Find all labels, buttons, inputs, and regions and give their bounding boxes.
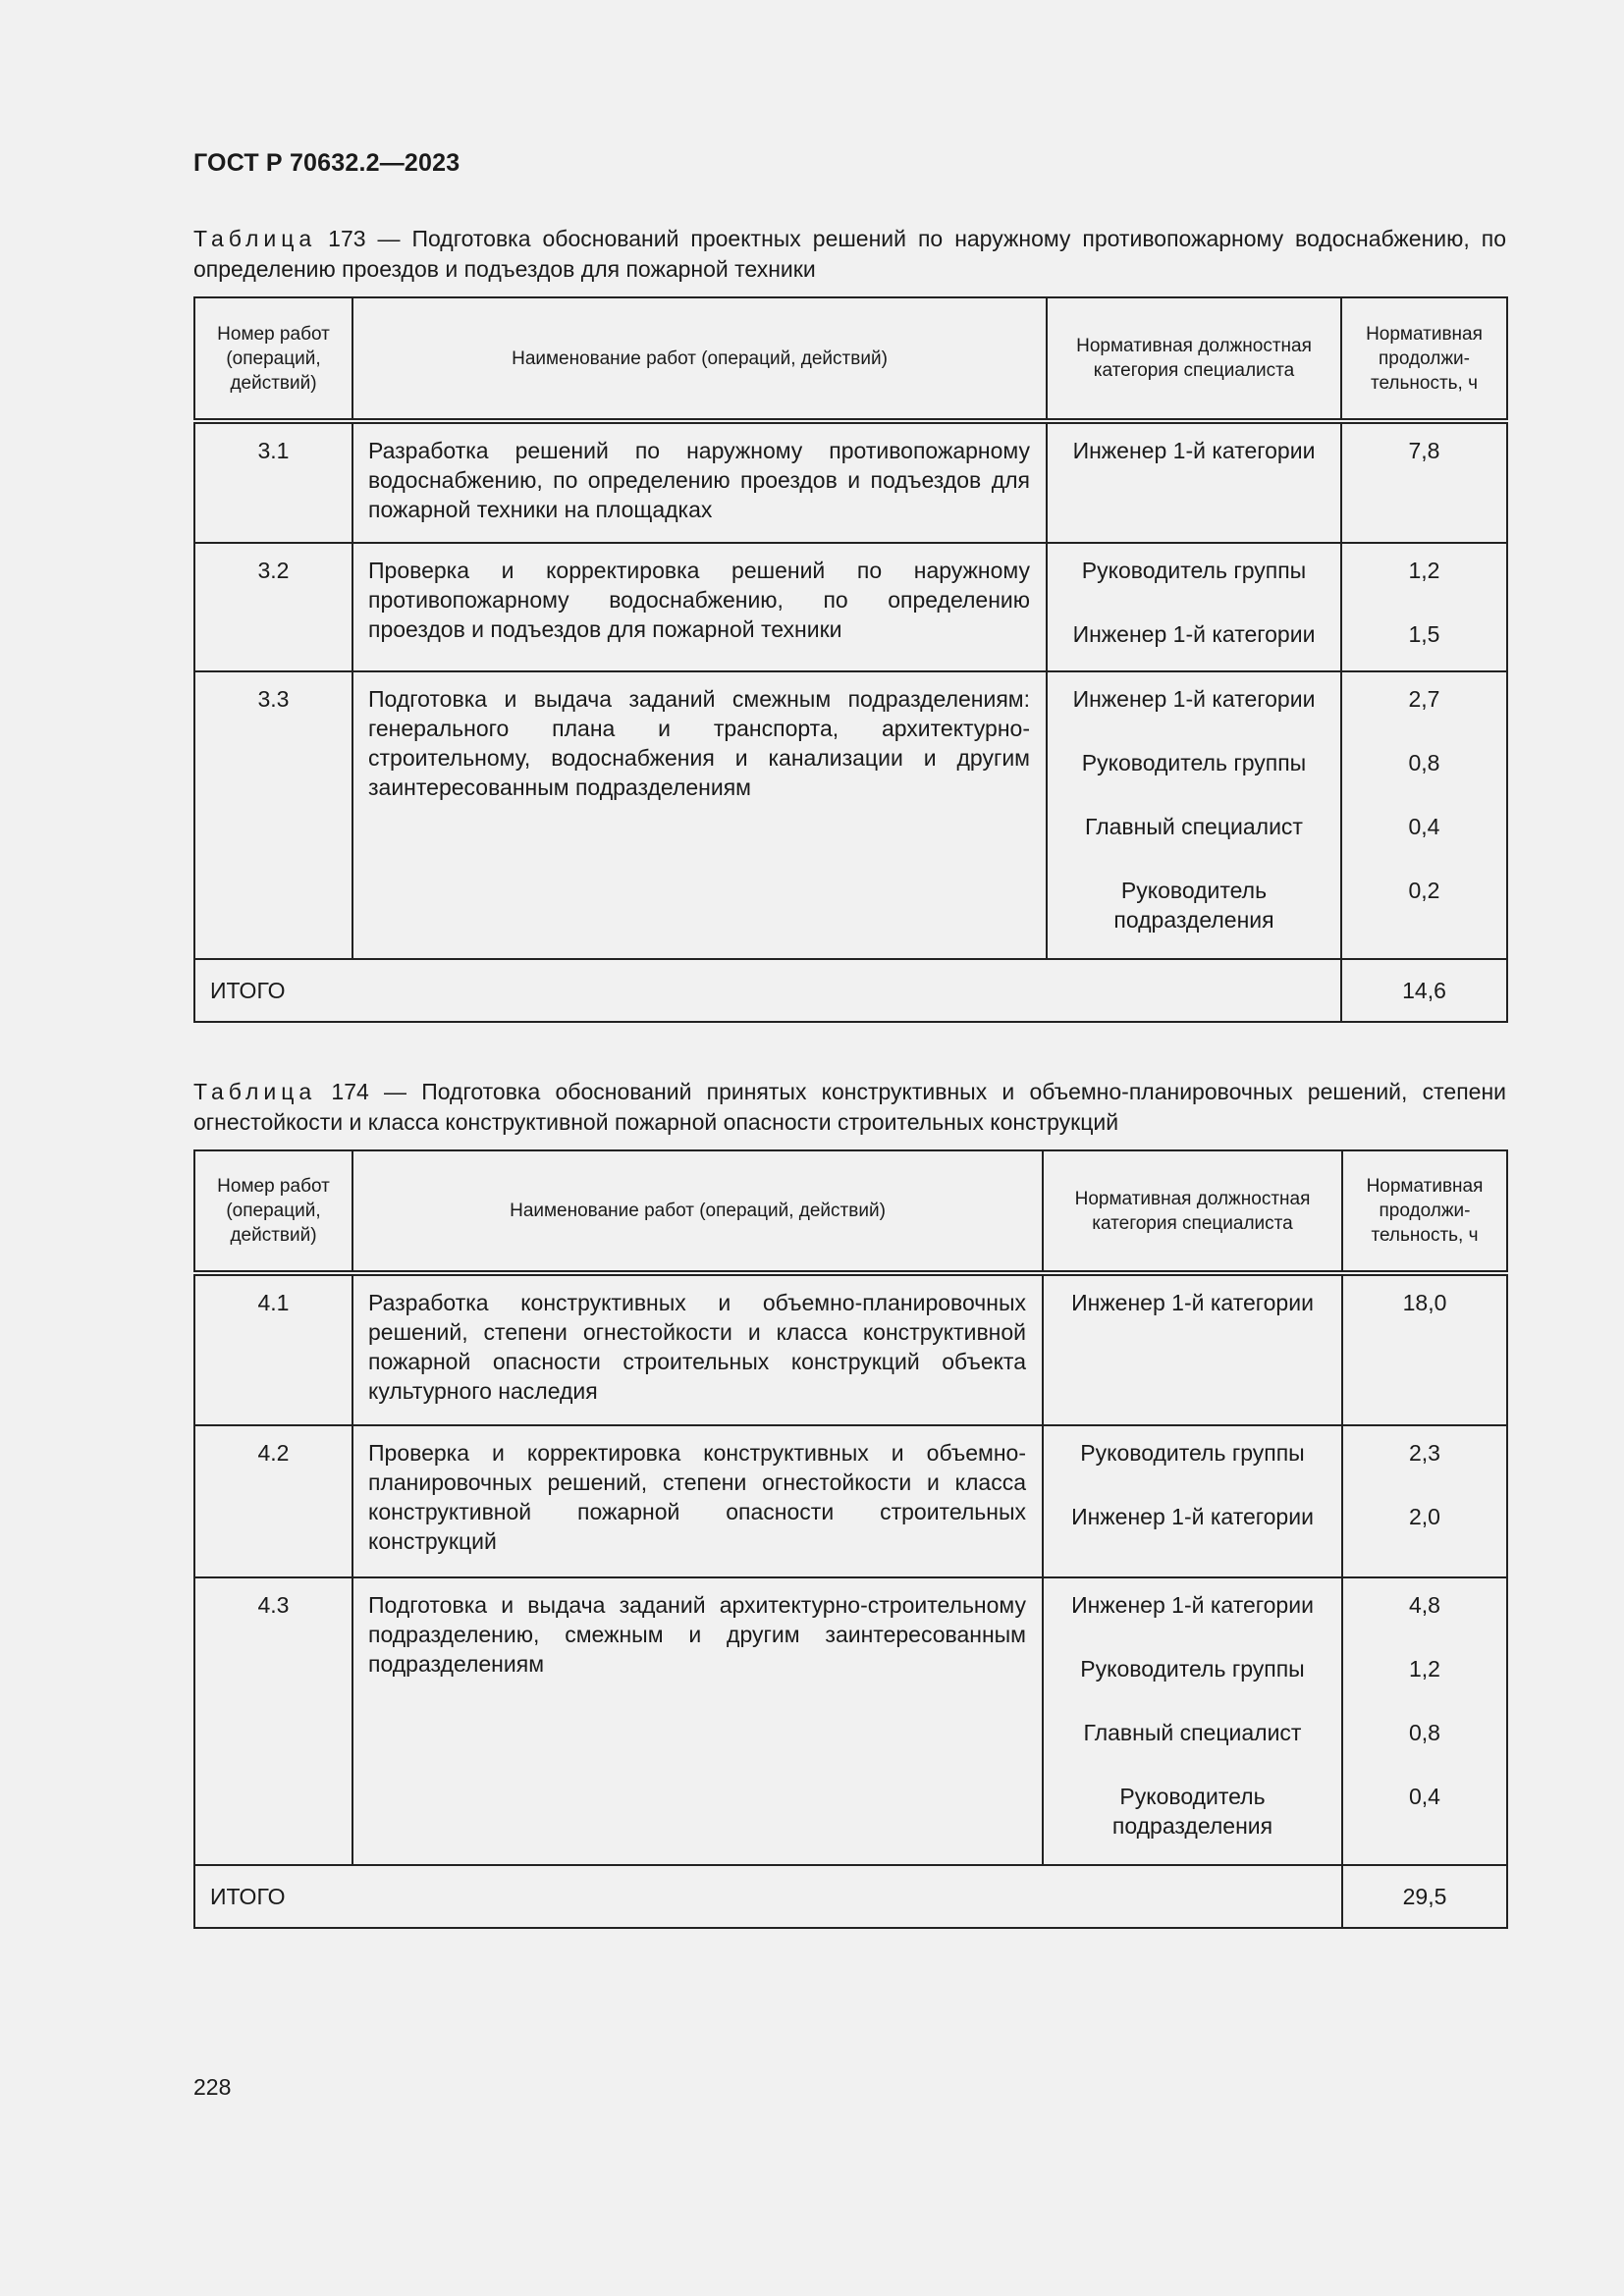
duration: 1,2 xyxy=(1409,1656,1440,1682)
table-173-caption xyxy=(193,224,1506,285)
row-specialists xyxy=(1043,1577,1342,1865)
row-description: Подготовка и выдача заданий архитектурно-строительному подразделению, смежным и другим заинтересованным подразделениям xyxy=(352,1577,1043,1865)
row-number: 3.1 xyxy=(194,421,352,543)
table-row xyxy=(194,543,1507,671)
duration: 2,3 xyxy=(1409,1440,1440,1466)
row-number: 3.2 xyxy=(194,543,352,671)
table-174 xyxy=(193,1149,1508,1929)
duration: 18,0 xyxy=(1402,1290,1447,1315)
row-durations xyxy=(1341,421,1507,543)
specialist: Инженер 1-й категории xyxy=(1071,1504,1314,1529)
duration: 1,2 xyxy=(1408,558,1440,583)
duration: 0,4 xyxy=(1408,814,1440,839)
total-label: ИТОГО xyxy=(194,959,1341,1022)
col-header-num: Номер работ (операций, действий) xyxy=(194,1150,352,1273)
row-durations xyxy=(1341,671,1507,959)
table-174-caption-label: Таблица xyxy=(193,1079,317,1104)
duration: 7,8 xyxy=(1408,438,1440,463)
table-173-caption-text: 173 — Подготовка обоснований проектных решений по наружному противопожарному водоснабжению, по определению проездов и подъездов для пожарной техники xyxy=(193,226,1507,282)
col-header-category: Нормативная должностная категория специалиста xyxy=(1043,1150,1342,1273)
total-row xyxy=(194,959,1507,1022)
total-row xyxy=(194,1865,1507,1928)
total-label: ИТОГО xyxy=(194,1865,1342,1928)
duration: 2,0 xyxy=(1409,1504,1440,1529)
row-specialists xyxy=(1047,421,1341,543)
specialist: Инженер 1-й категории xyxy=(1071,1592,1314,1618)
row-specialists xyxy=(1047,543,1341,671)
row-durations xyxy=(1342,1577,1507,1865)
row-specialists xyxy=(1043,1425,1342,1577)
row-description: Разработка конструктивных и объемно-планировочных решений, степени огнестойкости и класса конструктивной пожарной опасности строительных конструкций объекта культурного наследия xyxy=(352,1273,1043,1425)
duration: 0,2 xyxy=(1408,878,1440,903)
row-description: Разработка решений по наружному противопожарному водоснабжению, по определению проездов и подъездов для пожарной техники на площадках xyxy=(352,421,1047,543)
col-header-num: Номер работ (операций, действий) xyxy=(194,297,352,421)
total-value: 14,6 xyxy=(1341,959,1507,1022)
document-code: ГОСТ Р 70632.2—2023 xyxy=(193,149,460,177)
specialist: Руководитель группы xyxy=(1080,1440,1305,1466)
table-174-caption xyxy=(193,1077,1506,1138)
row-description: Подготовка и выдача заданий смежным подразделениям: генерального плана и транспорта, архитектурно-строительному, водоснабжения и канализации и другим заинтересованным подразделениям xyxy=(352,671,1047,959)
specialist: Руководитель группы xyxy=(1081,750,1307,775)
specialist: Руководитель группы xyxy=(1081,558,1307,583)
col-header-name: Наименование работ (операций, действий) xyxy=(352,1150,1043,1273)
row-durations xyxy=(1342,1425,1507,1577)
row-number: 4.3 xyxy=(194,1577,352,1865)
specialist: Инженер 1-й категории xyxy=(1072,686,1316,712)
specialist: Главный специалист xyxy=(1085,814,1303,839)
table-row xyxy=(194,1425,1507,1577)
specialist: Главный специалист xyxy=(1083,1720,1302,1745)
col-header-name: Наименование работ (операций, действий) xyxy=(352,297,1047,421)
specialist: Инженер 1-й категории xyxy=(1072,621,1316,647)
col-header-duration: Нормативная продолжи-тельность, ч xyxy=(1342,1150,1507,1273)
specialist: Руководитель подразделения xyxy=(1111,1784,1273,1839)
duration: 0,8 xyxy=(1409,1720,1440,1745)
specialist: Руководитель группы xyxy=(1080,1656,1305,1682)
row-description: Проверка и корректировка решений по наружному противопожарному водоснабжению, по определению проездов и подъездов для пожарной техники xyxy=(352,543,1047,671)
col-header-category: Нормативная должностная категория специалиста xyxy=(1047,297,1341,421)
table-173-caption-label: Таблица xyxy=(193,226,317,251)
specialist: Инженер 1-й категории xyxy=(1071,1290,1314,1315)
specialist: Руководитель подразделения xyxy=(1113,878,1274,933)
duration: 4,8 xyxy=(1409,1592,1440,1618)
col-header-duration: Нормативная продолжи-тельность, ч xyxy=(1341,297,1507,421)
table-173 xyxy=(193,296,1508,1023)
table-row xyxy=(194,421,1507,543)
table-174-caption-text: 174 — Подготовка обоснований принятых конструктивных и объемно-планировочных решений, степени огнестойкости и класса конструктивной пожарной опасности строительных конструкций xyxy=(193,1079,1507,1135)
total-value: 29,5 xyxy=(1342,1865,1507,1928)
page-number: 228 xyxy=(193,2074,232,2100)
specialist: Инженер 1-й категории xyxy=(1072,438,1316,463)
table-row xyxy=(194,1273,1507,1425)
row-description: Проверка и корректировка конструктивных и объемно-планировочных решений, степени огнестойкости и класса конструктивной пожарной опасности строительных конструкций xyxy=(352,1425,1043,1577)
row-durations xyxy=(1341,543,1507,671)
row-specialists xyxy=(1047,671,1341,959)
row-number: 4.2 xyxy=(194,1425,352,1577)
row-specialists xyxy=(1043,1273,1342,1425)
row-number: 4.1 xyxy=(194,1273,352,1425)
duration: 2,7 xyxy=(1408,686,1440,712)
duration: 0,8 xyxy=(1408,750,1440,775)
row-number: 3.3 xyxy=(194,671,352,959)
duration: 1,5 xyxy=(1408,621,1440,647)
table-row xyxy=(194,1577,1507,1865)
row-durations xyxy=(1342,1273,1507,1425)
table-row xyxy=(194,671,1507,959)
duration: 0,4 xyxy=(1409,1784,1440,1809)
